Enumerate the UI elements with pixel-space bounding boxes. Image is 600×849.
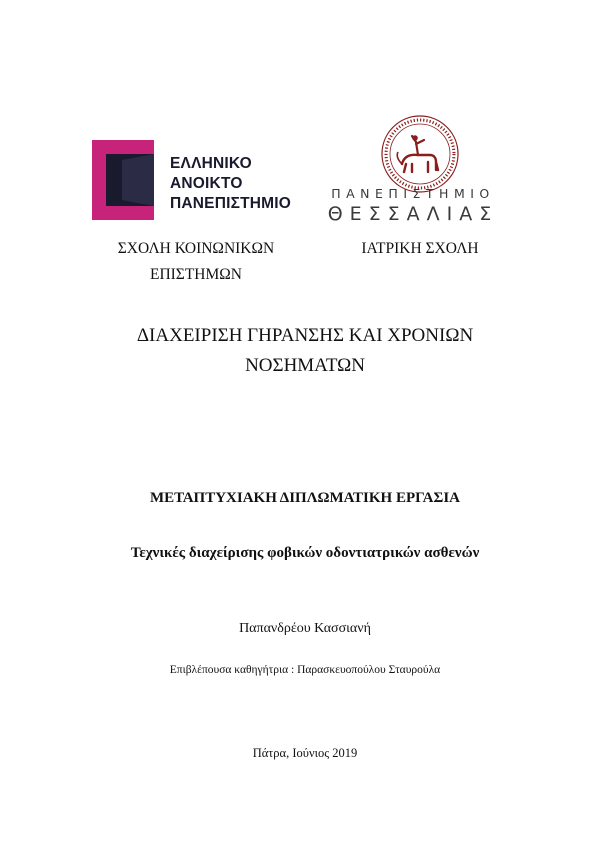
eap-emblem-icon	[92, 140, 170, 220]
thesis-type: ΜΕΤΑΠΤΥΧΙΑΚΗ ΔΙΠΛΩΜΑΤΙΚΗ ΕΡΓΑΣΙΑ	[150, 490, 460, 506]
eap-line: ΠΑΝΕΠΙΣΤΗΜΙΟ	[170, 195, 292, 212]
uth-line1: ΠΑΝΕΠΙΣΤΗΜΙΟ	[331, 186, 495, 201]
uth-wordmark	[323, 186, 503, 226]
school-medical: ΙΑΤΡΙΚΗ ΣΧΟΛΗ	[361, 240, 479, 257]
eap-line: ΑΝΟΙΚΤΟ	[170, 175, 243, 192]
uth-seal	[378, 112, 462, 196]
eap-logo	[92, 140, 302, 220]
program-line1: ΔΙΑΧΕΙΡΙΣΗ ΓΗΡΑΝΣΗΣ ΚΑΙ ΧΡΟΝΙΩΝ	[136, 325, 474, 346]
uth-line2: ΘΕΣΣΑΛΙΑΣ	[327, 203, 499, 225]
place-date: Πάτρα, Ιούνιος 2019	[252, 746, 358, 760]
program-title	[60, 321, 550, 381]
supervisor: Επιβλέπουσα καθηγήτρια : Παρασκευοπούλου Σταυρούλα	[169, 664, 441, 676]
centaur-seal-icon	[378, 112, 462, 196]
school-left-line1: ΣΧΟΛΗ ΚΟΙΝΩΝΙΚΩΝ	[117, 240, 275, 257]
school-social-sciences	[106, 236, 286, 288]
eap-wordmark	[170, 154, 291, 214]
school-left-line2: ΕΠΙΣΤΗΜΩΝ	[149, 266, 242, 283]
thesis-title: Τεχνικές διαχείρισης φοβικών οδοντιατρικών ασθενών	[130, 545, 480, 561]
author: Παπανδρέου Κασσιανή	[239, 621, 371, 636]
eap-line: ΕΛΛΗΝΙΚΟ	[170, 155, 252, 172]
program-line2: ΝΟΣΗΜΑΤΩΝ	[245, 355, 365, 376]
